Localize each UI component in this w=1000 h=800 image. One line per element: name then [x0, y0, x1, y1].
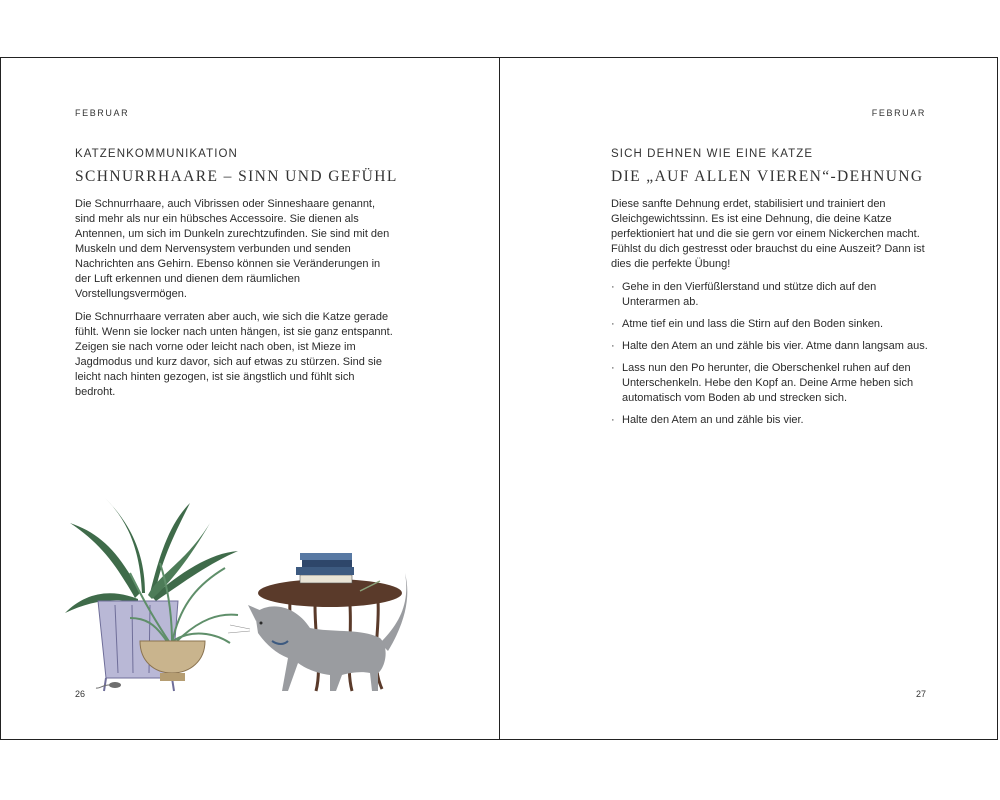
list-item: [611, 413, 929, 428]
cat-plants-illustration: [60, 493, 430, 693]
step-text: Lass nun den Po herunter, die Oberschenkel ruhen auf den Unterschenkeln. Hebe den Kopf an. Deine Arme heben sich automatisch vom Boden ab und strecken sich.: [622, 362, 914, 404]
running-head: FEBRUAR: [871, 108, 926, 118]
list-item: [611, 339, 929, 354]
section-kicker: SICH DEHNEN WIE EINE KATZE: [611, 148, 814, 160]
page-headline: DIE „AUF ALLEN VIEREN“-DEHNUNG: [611, 168, 924, 185]
list-item: [611, 280, 929, 310]
book-stack: [296, 553, 354, 583]
list-item: [611, 317, 929, 332]
page-number: 26: [75, 689, 86, 699]
bullet-marker: ·: [611, 414, 615, 426]
paragraph: Die Schnurrhaare verraten aber auch, wie sich die Katze gerade fühlt. Wenn sie locker nach unten hängen, ist sie ganz entspannt. Zeigen sie nach vorne oder leicht nach oben, ist Mieze im Jagdmodus und kurz davor, sich auf etwas zu stürzen. Sind sie leicht nach hinten gezogen, ist sie ängstlich und fühlt sich bedroht.: [75, 311, 393, 398]
bullet-marker: ·: [611, 318, 615, 330]
step-text: Halte den Atem an und zähle bis vier.: [622, 414, 804, 426]
running-head: FEBRUAR: [75, 108, 130, 118]
intro-paragraph: Diese sanfte Dehnung erdet, stabilisiert und trainiert den Gleichgewichtssinn. Es ist eine Dehnung, die deine Katze perfektioniert hat und die sie gern vor einem Nickerchen macht. Fühlst du dich gestresst oder brauchst du eine Auszeit? Dann ist dies die perfekte Übung!: [611, 198, 925, 270]
bullet-marker: ·: [611, 362, 615, 374]
exercise-steps: [611, 280, 929, 428]
step-text: Atme tief ein und lass die Stirn auf den Boden sinken.: [622, 318, 884, 330]
left-page: [0, 57, 499, 740]
list-item: [611, 361, 929, 406]
bullet-marker: ·: [611, 281, 615, 293]
plant-leaves: [65, 498, 238, 613]
mouse-figure: [96, 682, 121, 688]
body-text: [75, 197, 397, 408]
page-headline: SCHNURRHAARE – SINN UND GEFÜHL: [75, 168, 398, 185]
step-text: Gehe in den Vierfüßlerstand und stütze dich auf den Unterarmen ab.: [622, 281, 877, 308]
bullet-marker: ·: [611, 340, 615, 352]
page-number: 27: [915, 689, 926, 699]
section-kicker: KATZENKOMMUNIKATION: [75, 148, 238, 160]
step-text: Halte den Atem an und zähle bis vier. Atme dann langsam aus.: [622, 340, 928, 352]
body-text: [611, 197, 929, 435]
paragraph: Die Schnurrhaare, auch Vibrissen oder Sinneshaare genannt, sind mehr als nur ein hübsches Accessoire. Sie dienen als Antennen, um sich im Dunkeln zurechtzufinden. Sie sind mit den Muskeln und dem Nervensystem verbunden und senden Nachrichten ans Gehirn. Ebenso können sie Veränderungen in der Luft erkennen und dienen dem räumlichen Vorstellungsvermögen.: [75, 198, 390, 300]
right-page: [500, 57, 998, 740]
